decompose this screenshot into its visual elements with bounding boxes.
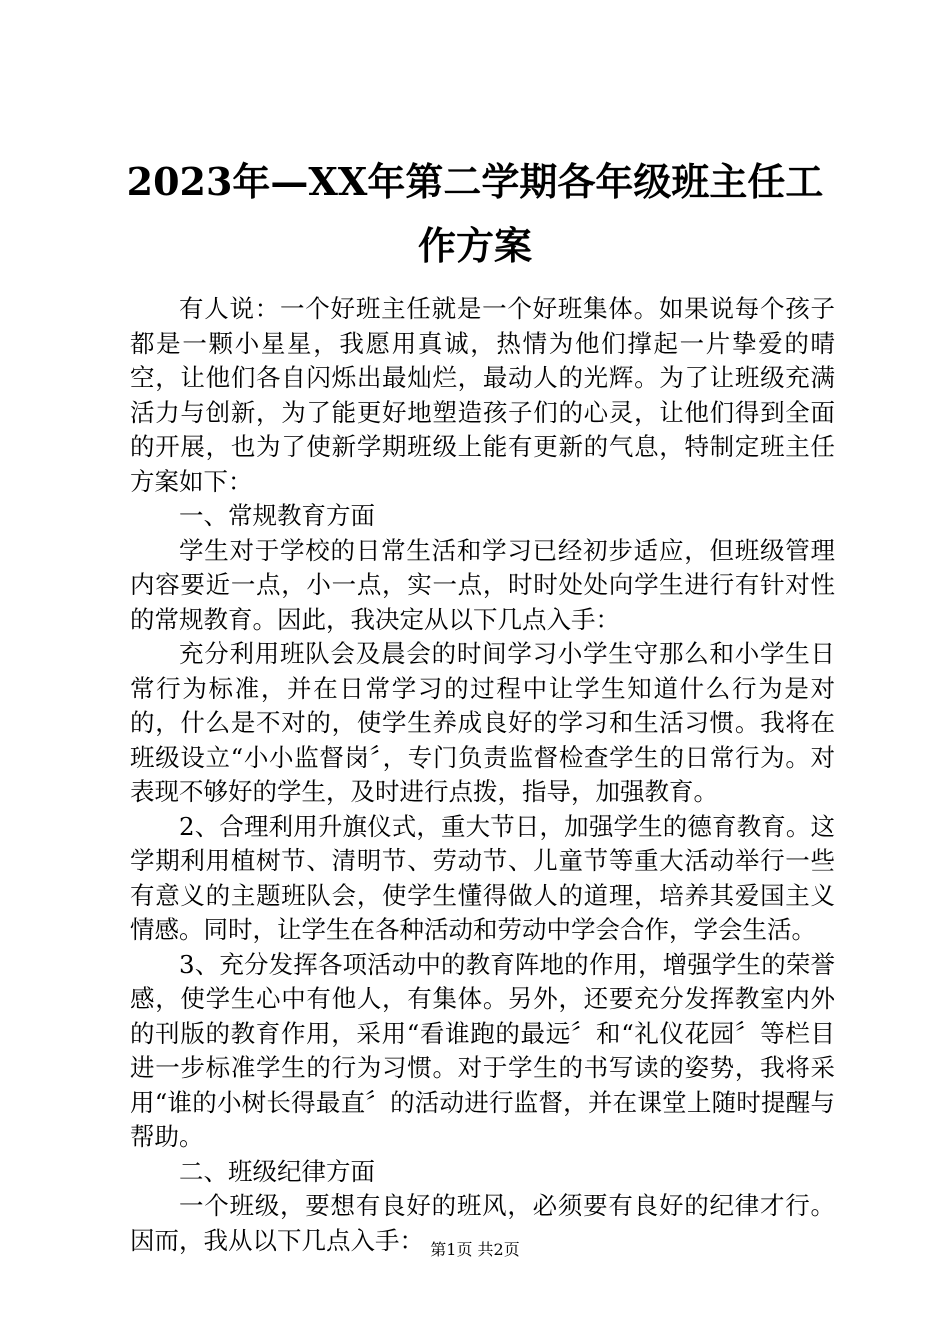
paragraph-routine-overview: 学生对于学校的日常生活和学习已经初步适应，但班级管理内容要近一点，小一点，实一点，时时处处向学生进行有针对性的常规教育。因此，我决定从以下几点入手： bbox=[130, 535, 835, 634]
paragraph-discipline-overview: 一个班级，要想有良好的班风，必须要有良好的纪律才行。因而，我从以下几点入手： bbox=[130, 1191, 835, 1255]
section-heading-class-discipline: 二、班级纪律方面 bbox=[179, 1156, 375, 1186]
paragraph-routine-item-1: 充分利用班队会及晨会的时间学习小学生守那么和小学生日常行为标准，并在日常学习的过程中让学生知道什么行为是对的，什么是不对的，使学生养成良好的学习和生活习惯。我将在班级设立“小小监督岗〞，专门负责监督检查学生的日常行为。对表现不够好的学生，及时进行点拨，指导，加强教育。 bbox=[130, 639, 835, 806]
section-heading-routine-education: 一、常规教育方面 bbox=[179, 501, 375, 530]
document-body bbox=[130, 292, 835, 1258]
paragraph-routine-item-2: 2、合理利用升旗仪式，重大节日，加强学生的德育教育。这学期利用植树节、清明节、劳动节、儿童节等重大活动举行一些有意义的主题班队会，使学生懂得做人的道理，培养其爱国主义情感。同时，让学生在各种活动和劳动中学会合作，学会生活。 bbox=[130, 811, 835, 944]
document-title: 2023年—XX年第二学期各年级班主任工作方案 bbox=[126, 159, 824, 268]
paragraph-routine-item-3: 3、充分发挥各项活动中的教育阵地的作用，增强学生的荣誉感，使学生心中有他人，有集体。另外，还要充分发挥教室内外的刊版的教育作用，采用“看谁跑的最远〞和“礼仪花园〞等栏目进一步标准学生的行为习惯。对于学生的书写读的姿势，我将采用“谁的小树长得最直〞的活动进行监督，并在课堂上随时提醒与帮助。 bbox=[130, 949, 835, 1151]
paragraph-intro: 有人说：一个好班主任就是一个好班集体。如果说每个孩子都是一颗小星星，我愿用真诚，热情为他们撑起一片挚爱的晴空，让他们各自闪烁出最灿烂，最动人的光辉。为了让班级充满活力与创新，为了能更好地塑造孩子们的心灵，让他们得到全面的开展，也为了使新学期班级上能有更新的气息，特制定班主任方案如下： bbox=[130, 294, 835, 496]
page-number-footer: 第1页 共2页 bbox=[430, 1240, 520, 1259]
